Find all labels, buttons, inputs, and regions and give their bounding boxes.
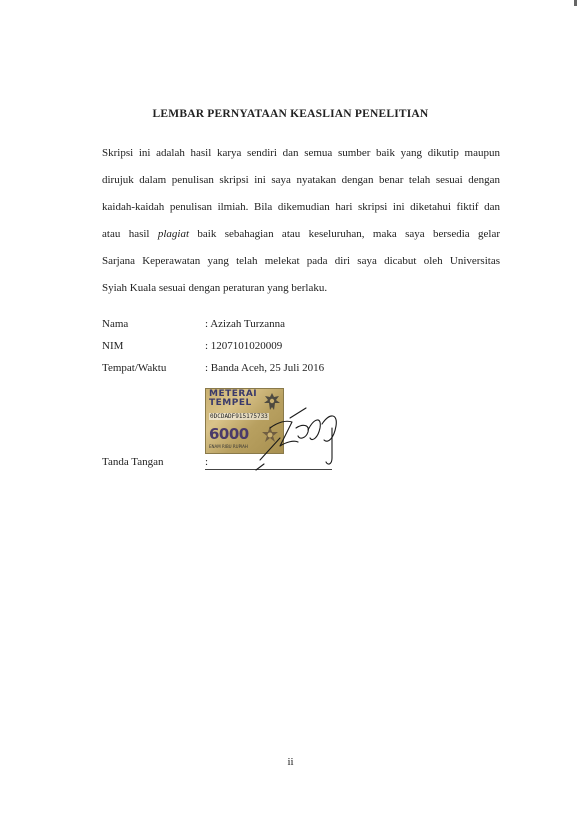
paragraph-line: Syiah Kuala sesuai dengan peraturan yang berlaku. — [102, 282, 328, 294]
paragraph-line: dirujuk dalam penulisan skripsi ini saya nyatakan dengan benar telah sesuai dengan — [102, 174, 500, 186]
paragraph-line-mixed — [102, 221, 500, 248]
signature-colon: : — [205, 456, 209, 468]
paragraph-line: kaidah-kaidah penulisan ilmiah. Bila dikemudian hari skripsi ini diketahui fiktif dan — [102, 201, 500, 213]
stamp-value: 6000 — [209, 425, 249, 443]
scan-corner-mark — [574, 0, 577, 6]
document-title: LEMBAR PERNYATAAN KEASLIAN PENELITIAN — [152, 108, 429, 120]
stamp-subtext: ENAM RIBU RUPIAH — [209, 444, 248, 449]
declaration-paragraph — [102, 140, 500, 302]
place-value: : Banda Aceh, 25 Juli 2016 — [205, 362, 325, 374]
page-number: ii — [287, 756, 294, 768]
stamp-title-line: TEMPEL — [209, 398, 252, 408]
italic-term: plagiat — [157, 228, 190, 240]
place-label: Tempat/Waktu — [102, 362, 167, 374]
name-value: : Azizah Turzanna — [205, 318, 286, 330]
paragraph-segment: atau hasil — [102, 228, 150, 240]
name-label: Nama — [102, 318, 129, 330]
nim-label: NIM — [102, 340, 124, 352]
stamp-title-line: METERAI — [209, 389, 258, 399]
paragraph-line: Skripsi ini adalah hasil karya sendiri dan semua sumber baik yang dikutip maupun — [102, 147, 500, 159]
stamp-serial-code: 0DCDADF915175733 — [210, 413, 268, 420]
field-row-place — [102, 362, 402, 378]
field-row-nim — [102, 340, 402, 356]
nim-value: : 1207101020009 — [205, 340, 283, 352]
handwritten-signature-icon — [250, 398, 350, 473]
paragraph-segment: baik sebahagian atau keseluruhan, maka saya bersedia gelar — [197, 228, 500, 240]
paragraph-line: Sarjana Keperawatan yang telah melekat pada diri saya dicabut oleh Universitas — [102, 255, 500, 267]
field-row-name — [102, 318, 402, 334]
signature-label: Tanda Tangan — [102, 456, 164, 468]
